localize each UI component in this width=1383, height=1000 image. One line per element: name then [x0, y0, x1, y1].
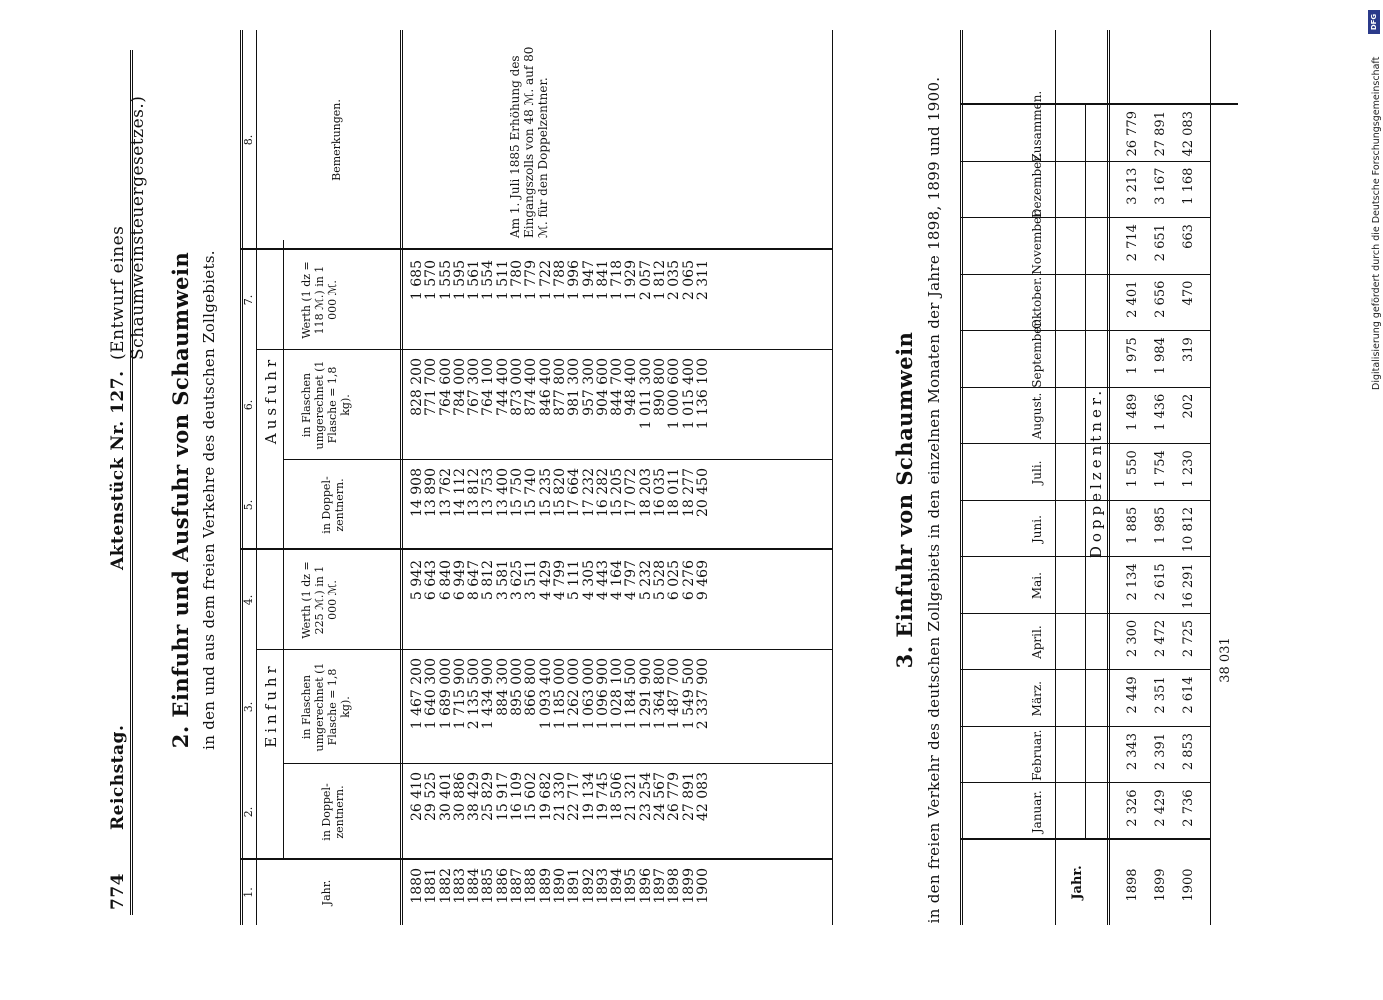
colno-5: 5. — [242, 499, 255, 511]
year-cell: 1899 — [680, 868, 697, 904]
ausfuhr-werth-cell: 2 057 — [637, 260, 654, 301]
ausfuhr-dz-cell: 13 812 — [466, 468, 483, 517]
einfuhr-flaschen-cell: 2 135 500 — [466, 658, 483, 730]
col-header-aus-wert: Werth (1 dz = 118 ℳ.) in 1 000 ℳ. — [300, 261, 339, 339]
table3-vline — [960, 613, 1210, 614]
ausfuhr-dz-cell: 17 232 — [580, 468, 597, 517]
ausfuhr-dz-cell: 17 664 — [566, 468, 583, 517]
einfuhr-dz-cell: 15 602 — [523, 772, 540, 821]
col-header-aus-dz: in Doppel- zentnern. — [320, 476, 346, 534]
einfuhr-flaschen-cell: 884 300 — [494, 658, 511, 716]
colno-6: 6. — [242, 399, 255, 411]
ausfuhr-werth-cell: 1 812 — [652, 260, 669, 301]
einfuhr-dz-cell: 42 083 — [694, 772, 711, 821]
col-header-bemerkungen: Bemerkungen. — [330, 99, 343, 181]
table3-cell: 2 651 — [1153, 224, 1168, 262]
ausfuhr-werth-cell: 1 595 — [451, 260, 468, 301]
year-cell: 1889 — [537, 868, 554, 904]
ausfuhr-werth-cell: 1 554 — [480, 260, 497, 301]
column-einfuhr-dz — [410, 772, 710, 860]
column-einfuhr-werth — [410, 560, 710, 650]
ausfuhr-dz-cell: 18 203 — [637, 468, 654, 517]
einfuhr-werth-cell: 5 812 — [480, 560, 497, 601]
ausfuhr-flaschen-cell: 877 800 — [551, 358, 568, 416]
col-header-ein-fl: in Flaschen umgerechnet (1 Flasche = 1,8 kg). — [300, 662, 352, 752]
table2-vline — [240, 248, 832, 250]
table2-group-rule-einfuhr — [283, 480, 284, 860]
ausfuhr-werth-cell: 1 561 — [466, 260, 483, 301]
table2-header-rule — [400, 30, 403, 925]
einfuhr-dz-cell: 27 891 — [680, 772, 697, 821]
einfuhr-dz-cell: 19 745 — [594, 772, 611, 821]
einfuhr-flaschen-cell: 1 028 100 — [609, 658, 626, 730]
einfuhr-dz-cell: 15 917 — [494, 772, 511, 821]
table2-colno-rule — [256, 30, 257, 925]
table3-year: 1899 — [1153, 868, 1168, 902]
einfuhr-werth-cell: 5 232 — [637, 560, 654, 601]
colno-1: 1. — [242, 887, 255, 898]
ausfuhr-werth-cell: 1 996 — [566, 260, 583, 301]
colno-2: 2. — [242, 806, 255, 818]
year-cell: 1885 — [480, 868, 497, 904]
table3-cell: 1 885 — [1125, 506, 1140, 544]
colno-8: 8. — [242, 134, 255, 146]
einfuhr-flaschen-cell: 1 184 500 — [623, 658, 640, 730]
month-header: März. — [1030, 681, 1044, 717]
table3-vline — [960, 387, 1210, 388]
table3-vline — [960, 669, 1210, 670]
section3-title: 3. Einfuhr von Schaumwein — [892, 331, 917, 669]
table3-cell: 2 351 — [1153, 676, 1168, 714]
table3-cell: 2 472 — [1153, 619, 1168, 658]
ausfuhr-flaschen-cell: 874 400 — [523, 358, 540, 416]
einfuhr-werth-cell: 6 276 — [680, 560, 697, 601]
digitization-note-text: Digitalisierung gefördert durch die Deutsche Forschungsgemeinschaft — [1371, 56, 1382, 390]
ausfuhr-werth-cell: 1 841 — [594, 260, 611, 301]
table3-vline — [960, 217, 1210, 218]
dfg-logo — [1368, 10, 1380, 34]
ausfuhr-werth-cell: 1 722 — [537, 260, 554, 301]
table2-bottom-rule — [832, 30, 833, 925]
ausfuhr-flaschen-cell: 948 400 — [623, 358, 640, 416]
einfuhr-flaschen-cell: 1 063 000 — [580, 658, 597, 730]
ausfuhr-dz-cell: 14 112 — [451, 468, 468, 517]
ausfuhr-werth-cell: 1 511 — [494, 260, 511, 301]
table3-cell: 2 429 — [1153, 789, 1168, 827]
ausfuhr-dz-cell: 14 908 — [409, 468, 425, 517]
einfuhr-dz-cell: 30 886 — [451, 772, 468, 821]
table3-col-jahr: Jahr. — [1070, 865, 1085, 900]
table3-cell: 2 326 — [1125, 789, 1140, 827]
einfuhr-dz-cell: 23 254 — [637, 772, 654, 821]
year-cell: 1898 — [666, 868, 683, 904]
einfuhr-werth-cell: 4 443 — [594, 560, 611, 601]
month-header: November. — [1030, 208, 1044, 275]
month-header: August. — [1030, 392, 1044, 440]
table3-cell: 10 812 — [1181, 506, 1196, 553]
ausfuhr-dz-cell: 20 450 — [694, 468, 711, 517]
month-header: Juni. — [1030, 515, 1044, 544]
ausfuhr-flaschen-cell: 890 800 — [652, 358, 669, 416]
einfuhr-flaschen-cell: 1 364 800 — [652, 658, 669, 730]
ausfuhr-flaschen-cell: 1 011 300 — [637, 358, 654, 430]
ausfuhr-dz-cell: 18 277 — [680, 468, 697, 517]
year-cell: 1882 — [437, 868, 454, 904]
year-cell: 1887 — [509, 868, 526, 904]
column-einfuhr-flaschen — [410, 658, 710, 764]
ausfuhr-flaschen-cell: 764 100 — [480, 358, 497, 416]
table3-vline — [960, 500, 1210, 501]
remark-1885: Am 1. Juli 1885 Erhöhung des Eingangszolls von 48 ℳ. auf 80 ℳ. für den Doppelzentner. — [508, 46, 550, 238]
ausfuhr-flaschen-cell: 764 600 — [437, 358, 454, 416]
month-header: Juli. — [1030, 460, 1044, 485]
ausfuhr-flaschen-cell: 744 400 — [494, 358, 511, 416]
ausfuhr-flaschen-cell: 981 300 — [566, 358, 583, 416]
einfuhr-flaschen-cell: 1 487 700 — [666, 658, 683, 730]
ausfuhr-dz-cell: 15 235 — [537, 468, 554, 517]
header-right: (Entwurf eines Schaumweinsteuergesetzes.) — [108, 95, 148, 360]
einfuhr-flaschen-cell: 1 689 000 — [437, 658, 454, 730]
year-cell: 1893 — [594, 868, 611, 904]
ausfuhr-flaschen-cell: 1 000 600 — [666, 358, 683, 430]
table3-cell: 2 391 — [1153, 732, 1168, 771]
ausfuhr-werth-cell: 1 947 — [580, 260, 597, 301]
einfuhr-flaschen-cell: 866 800 — [523, 658, 540, 716]
year-cell: 1883 — [451, 868, 468, 904]
table3-vline — [960, 274, 1210, 275]
table2-group-rule-ausfuhr — [283, 240, 284, 480]
table3-cell: 2 656 — [1153, 280, 1168, 318]
einfuhr-dz-cell: 21 321 — [623, 772, 640, 821]
table3-cell: 1 975 — [1125, 337, 1140, 375]
einfuhr-flaschen-cell: 1 467 200 — [409, 658, 425, 730]
ausfuhr-dz-cell: 15 740 — [523, 468, 540, 517]
table3-cell: 1 985 — [1153, 506, 1168, 544]
year-cell: 1886 — [494, 868, 511, 904]
dfg-logo-text: DFG — [1370, 13, 1378, 31]
table3-cell: 27 891 — [1153, 111, 1168, 157]
year-cell: 1900 — [694, 868, 711, 904]
section3-subtitle: in den freien Verkehr des deutschen Zollgebiets in den einzelnen Monaten der Jahre 1898, 1899 und 1900. — [925, 76, 943, 924]
einfuhr-werth-cell: 6 840 — [437, 560, 454, 601]
table3-vline — [960, 726, 1210, 727]
einfuhr-werth-cell: 4 797 — [623, 560, 640, 601]
einfuhr-flaschen-cell: 1 185 000 — [551, 658, 568, 730]
table3-cell: 1 230 — [1181, 450, 1196, 488]
table3-cell: 1 436 — [1153, 393, 1168, 431]
ausfuhr-dz-cell: 15 820 — [551, 468, 568, 517]
table3-cell: 3 213 — [1125, 167, 1140, 205]
einfuhr-werth-cell: 3 511 — [523, 560, 540, 601]
month-header: Januar. — [1030, 790, 1044, 834]
ausfuhr-flaschen-cell: 846 400 — [537, 358, 554, 416]
month-header: Oktober. — [1030, 276, 1044, 329]
einfuhr-werth-cell: 4 305 — [580, 560, 597, 601]
ausfuhr-werth-cell: 1 570 — [423, 260, 440, 301]
ausfuhr-werth-cell: 1 685 — [409, 260, 425, 301]
month-header: Mai. — [1030, 572, 1044, 600]
ausfuhr-dz-cell: 18 011 — [666, 468, 683, 517]
ausfuhr-werth-cell: 1 780 — [509, 260, 526, 301]
col-header-jahr: Jahr. — [320, 879, 333, 906]
table3-cell: 2 615 — [1153, 563, 1168, 601]
table3-cell: 663 — [1181, 224, 1196, 249]
col-header-ein-dz: in Doppel- zentnern. — [320, 783, 346, 841]
col-header-ein-wert: Werth (1 dz = 225 ℳ.) in 1 000 ℳ. — [300, 561, 339, 639]
column-ausfuhr-flaschen — [410, 358, 710, 460]
ausfuhr-dz-cell: 13 400 — [494, 468, 511, 517]
einfuhr-werth-cell: 3 581 — [494, 560, 511, 601]
column-years — [410, 868, 710, 920]
einfuhr-werth-cell: 5 942 — [409, 560, 425, 601]
table3-cell: 2 725 — [1181, 619, 1196, 658]
ausfuhr-flaschen-cell: 873 000 — [509, 358, 526, 416]
table3-cell: 2 853 — [1181, 732, 1196, 771]
year-cell: 1891 — [566, 868, 583, 904]
ausfuhr-werth-cell: 1 718 — [609, 260, 626, 301]
ausfuhr-dz-cell: 13 890 — [423, 468, 440, 517]
colno-7: 7. — [242, 294, 255, 306]
einfuhr-dz-cell: 18 506 — [609, 772, 626, 821]
month-header: Zusammen. — [1030, 90, 1044, 162]
year-cell: 1880 — [409, 868, 425, 904]
table3-cell: 1 754 — [1153, 450, 1168, 488]
year-cell: 1897 — [652, 868, 669, 904]
year-cell: 1895 — [623, 868, 640, 904]
header-center: Aktenstück Nr. 127. — [108, 370, 128, 570]
section2-subtitle: in den und aus dem freien Verkehre des deutschen Zollgebiets. — [200, 250, 218, 750]
einfuhr-flaschen-cell: 1 549 500 — [680, 658, 697, 730]
ausfuhr-flaschen-cell: 1 015 400 — [680, 358, 697, 430]
einfuhr-werth-cell: 5 111 — [566, 560, 583, 601]
year-cell: 1884 — [466, 868, 483, 904]
table3-cell: 2 134 — [1125, 563, 1140, 601]
ausfuhr-flaschen-cell: 767 300 — [466, 358, 483, 416]
table3-cell: 470 — [1181, 280, 1196, 306]
table3-vline — [960, 556, 1210, 557]
einfuhr-flaschen-cell: 1 434 900 — [480, 658, 497, 730]
table3-vline — [960, 443, 1210, 444]
einfuhr-dz-cell: 19 682 — [537, 772, 554, 821]
ausfuhr-dz-cell: 13 753 — [480, 468, 497, 517]
table3-cell: 2 401 — [1125, 280, 1140, 318]
table3-vline — [960, 782, 1210, 783]
einfuhr-dz-cell: 19 134 — [580, 772, 597, 821]
einfuhr-flaschen-cell: 895 000 — [509, 658, 526, 716]
table3-year: 1898 — [1125, 868, 1140, 902]
einfuhr-dz-cell: 30 401 — [437, 772, 454, 821]
table3-cell: 202 — [1181, 393, 1196, 419]
table3-cell: 2 343 — [1125, 732, 1140, 771]
colno-3: 3. — [242, 701, 255, 713]
einfuhr-flaschen-cell: 1 093 400 — [537, 658, 554, 730]
ausfuhr-dz-cell: 17 072 — [623, 468, 640, 517]
einfuhr-dz-cell: 26 410 — [409, 772, 425, 821]
ausfuhr-flaschen-cell: 771 700 — [423, 358, 440, 416]
ausfuhr-dz-cell: 15 205 — [609, 468, 626, 517]
table3-cell: 16 291 — [1181, 563, 1196, 609]
year-cell: 1888 — [523, 868, 540, 904]
ausfuhr-flaschen-cell: 844 700 — [609, 358, 626, 416]
table3-cell: 319 — [1181, 337, 1196, 362]
einfuhr-werth-cell: 4 164 — [609, 560, 626, 601]
table3-vline — [960, 161, 1210, 162]
ausfuhr-dz-cell: 15 750 — [509, 468, 526, 517]
einfuhr-werth-cell: 9 469 — [694, 560, 711, 601]
section2-title: 2. Einfuhr und Ausfuhr von Schaumwein — [168, 251, 193, 749]
ausfuhr-werth-cell: 1 929 — [623, 260, 640, 301]
einfuhr-dz-cell: 24 567 — [652, 772, 669, 821]
einfuhr-werth-cell: 4 429 — [537, 560, 554, 601]
table3-year: 1900 — [1181, 868, 1196, 902]
group-ausfuhr: Ausfuhr — [262, 355, 280, 445]
ausfuhr-flaschen-cell: 784 000 — [451, 358, 468, 416]
column-ausfuhr-werth — [410, 260, 710, 350]
table3-top-rule — [960, 30, 963, 925]
einfuhr-dz-cell: 26 779 — [666, 772, 683, 821]
month-header: September. — [1030, 318, 1044, 388]
col-header-aus-fl: in Flaschen umgerechnet (1 Flasche = 1,8 kg). — [300, 360, 352, 450]
table3-cell: 2 714 — [1125, 224, 1140, 262]
ausfuhr-dz-cell: 13 762 — [437, 468, 454, 517]
ausfuhr-werth-cell: 1 555 — [437, 260, 454, 301]
table3-cell: 42 083 — [1181, 111, 1196, 157]
ausfuhr-flaschen-cell: 1 136 100 — [694, 358, 711, 430]
einfuhr-dz-cell: 25 829 — [480, 772, 497, 821]
month-header: Februar. — [1030, 729, 1044, 781]
table3-vline — [960, 330, 1210, 331]
einfuhr-dz-cell: 29 525 — [423, 772, 440, 821]
ausfuhr-flaschen-cell: 828 200 — [409, 358, 425, 416]
ausfuhr-dz-cell: 16 035 — [652, 468, 669, 517]
table3-cell: 2 449 — [1125, 676, 1140, 714]
table3-month-rule — [1055, 30, 1056, 925]
table3-header-rule — [1107, 30, 1110, 925]
ausfuhr-werth-cell: 2 065 — [680, 260, 697, 301]
einfuhr-flaschen-cell: 1 096 900 — [594, 658, 611, 730]
einfuhr-dz-cell: 21 330 — [551, 772, 568, 821]
table3-subtotal: 38 031 — [1218, 637, 1233, 683]
table3-cell: 2 614 — [1181, 676, 1196, 714]
einfuhr-werth-cell: 8 647 — [466, 560, 483, 601]
ausfuhr-flaschen-cell: 957 300 — [580, 358, 597, 416]
year-cell: 1892 — [580, 868, 597, 904]
einfuhr-dz-cell: 38 429 — [466, 772, 483, 821]
einfuhr-werth-cell: 6 643 — [423, 560, 440, 601]
year-cell: 1890 — [551, 868, 568, 904]
einfuhr-flaschen-cell: 1 262 000 — [566, 658, 583, 730]
group-einfuhr: Einfuhr — [262, 662, 280, 748]
table3-cell: 2 736 — [1181, 789, 1196, 827]
page-number: 774 — [108, 873, 128, 910]
einfuhr-werth-cell: 3 625 — [509, 560, 526, 601]
month-header: April. — [1030, 625, 1044, 659]
einfuhr-werth-cell: 5 528 — [652, 560, 669, 601]
ausfuhr-dz-cell: 16 282 — [594, 468, 611, 517]
table3-cell: 26 779 — [1125, 111, 1140, 157]
header-left: Reichstag. — [108, 724, 128, 830]
einfuhr-flaschen-cell: 2 337 900 — [694, 658, 711, 730]
einfuhr-flaschen-cell: 1 640 300 — [423, 658, 440, 730]
table3-cell: 1 489 — [1125, 393, 1140, 431]
einfuhr-dz-cell: 16 109 — [509, 772, 526, 821]
table3-cell: 3 167 — [1153, 167, 1168, 205]
digitization-note — [1371, 40, 1382, 390]
ausfuhr-flaschen-cell: 904 600 — [594, 358, 611, 416]
einfuhr-flaschen-cell: 1 715 900 — [451, 658, 468, 730]
einfuhr-werth-cell: 6 949 — [451, 560, 468, 601]
einfuhr-werth-cell: 4 799 — [551, 560, 568, 601]
year-cell: 1881 — [423, 868, 440, 904]
column-ausfuhr-dz — [410, 468, 710, 550]
table3-cell: 1 984 — [1153, 337, 1168, 375]
table3-unit: Doppelzentner. — [1087, 386, 1105, 559]
year-cell: 1894 — [609, 868, 626, 904]
ausfuhr-werth-cell: 1 788 — [551, 260, 568, 301]
table3-unit-rule — [1085, 105, 1086, 840]
table3-cell: 1 168 — [1181, 167, 1196, 205]
ausfuhr-werth-cell: 2 311 — [694, 260, 711, 301]
einfuhr-dz-cell: 22 717 — [566, 772, 583, 821]
einfuhr-werth-cell: 6 025 — [666, 560, 683, 601]
ausfuhr-werth-cell: 1 779 — [523, 260, 540, 301]
ausfuhr-werth-cell: 2 035 — [666, 260, 683, 301]
table3-cell: 1 550 — [1125, 450, 1140, 488]
table3-cell: 2 300 — [1125, 619, 1140, 658]
table3-bottom-rule — [1210, 30, 1211, 925]
einfuhr-flaschen-cell: 1 291 900 — [637, 658, 654, 730]
year-cell: 1896 — [637, 868, 654, 904]
colno-4: 4. — [242, 594, 255, 606]
month-header: Dezember. — [1030, 153, 1044, 219]
header-rule — [130, 50, 133, 915]
table3-vline — [960, 838, 1210, 840]
